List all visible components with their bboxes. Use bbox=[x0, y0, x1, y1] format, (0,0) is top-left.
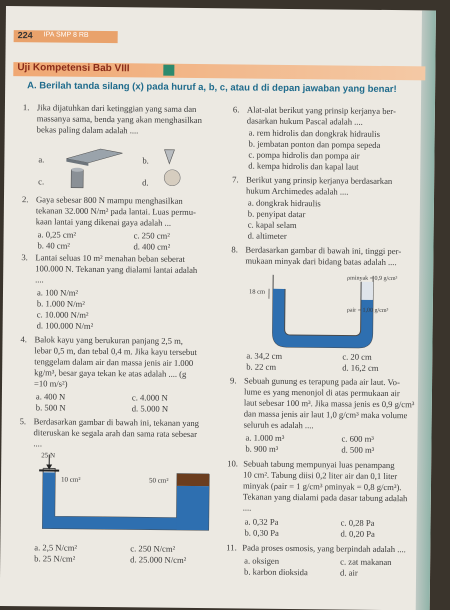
q10-option-c[interactable]: c. 0,28 Pa bbox=[341, 518, 375, 529]
q2-option-c[interactable]: c. 250 cm² bbox=[134, 230, 170, 241]
q6-line: dasarkan hukum Pascal adalah .... bbox=[247, 116, 363, 128]
q10-line: Tekanan yang dialami pada dasar tabung adalah bbox=[243, 492, 408, 505]
q1-line: bekas paling dalam adalah .... bbox=[37, 124, 139, 136]
q10-option-d[interactable]: d. 0,20 Pa bbox=[340, 529, 374, 540]
q1-option-a[interactable]: a. bbox=[38, 154, 44, 165]
q6-number: 6. bbox=[233, 104, 240, 115]
q11-number: 11. bbox=[226, 542, 237, 553]
cylinder-object bbox=[68, 167, 86, 191]
q2-line: kaan lantai yang dikenai gaya adalah ... bbox=[36, 216, 171, 228]
q8-oil-density-label: ρminyak = 0,9 g/cm³ bbox=[347, 274, 397, 286]
q9-line: dan massa jenis air laut 1,0 g/cm³ maka volume bbox=[244, 409, 408, 422]
q7-option-a[interactable]: a. dongkrak hidraulis bbox=[248, 198, 321, 210]
q10-line: 10 cm². Tabung diisi 0,2 liter air dan 0,1 liter bbox=[243, 470, 397, 483]
q9-option-d[interactable]: d. 500 m³ bbox=[341, 445, 374, 456]
q11-option-b[interactable]: b. karbon dioksida bbox=[244, 567, 308, 579]
page-header bbox=[14, 30, 118, 43]
q9-line: Sebuah gunung es terapung pada air laut. Vo- bbox=[244, 376, 400, 389]
q6-line: Alat-alat berikut yang prinsip kerjanya ber- bbox=[247, 105, 396, 118]
textbook-page bbox=[0, 6, 436, 610]
q10-number: 10. bbox=[227, 458, 238, 469]
q3-option-a[interactable]: a. 100 N/m² bbox=[37, 287, 78, 298]
q2-number: 2. bbox=[22, 194, 29, 205]
q4-option-d[interactable]: d. 5.000 N bbox=[132, 403, 168, 414]
q7-option-c[interactable]: c. kapal selam bbox=[248, 220, 297, 232]
q4-line: kg/m³, besar gaya tekan ke atas adalah .... (g bbox=[34, 367, 186, 380]
q3-number: 3. bbox=[21, 252, 28, 263]
q7-number: 7. bbox=[232, 174, 239, 185]
flat-plate-object bbox=[62, 145, 124, 168]
q1-number: 1. bbox=[23, 102, 30, 113]
q4-number: 4. bbox=[20, 334, 27, 345]
q3-line: Lantai seluas 10 m² menahan beban seberat bbox=[35, 252, 185, 265]
q2-option-d[interactable]: d. 400 cm² bbox=[133, 241, 170, 252]
chapter-square-icon bbox=[163, 65, 174, 76]
q11-option-a[interactable]: a. oksigen bbox=[244, 556, 279, 567]
q1-option-b[interactable]: c. bbox=[38, 176, 44, 187]
q2-option-a[interactable]: a. 0,25 cm² bbox=[38, 229, 76, 240]
q5-right-area-label: 50 cm² bbox=[149, 476, 169, 487]
q1-line: massanya sama, benda yang akan menghasilkan bbox=[37, 113, 202, 126]
q2-line: Gaya sebesar 800 N mampu menghasilkan bbox=[36, 194, 183, 207]
q7-option-b[interactable]: b. penyipat datar bbox=[248, 209, 306, 221]
q6-option-b[interactable]: b. jembatan ponton dan pompa sepeda bbox=[249, 139, 381, 151]
q2-line: tekanan 32.000 N/m² pada lantai. Luas permu- bbox=[36, 205, 196, 218]
q3-option-b[interactable]: b. 1.000 N/m² bbox=[37, 298, 85, 310]
q5-option-a[interactable]: a. 2,5 N/cm² bbox=[34, 542, 77, 553]
q5-option-c[interactable]: c. 250 N/cm² bbox=[130, 543, 175, 554]
q4-line: =10 m/s²) bbox=[34, 378, 68, 389]
q9-option-c[interactable]: c. 600 m³ bbox=[341, 434, 374, 445]
q5-line: diteruskan ke segala arah dan sama rata sebesar bbox=[33, 427, 197, 440]
q5-line: Berdasarkan gambar di bawah ini, tekanan yang bbox=[34, 416, 199, 429]
q10-line: .... bbox=[243, 503, 252, 514]
q1-line: Jika dijatuhkan dari ketinggian yang sama dan bbox=[37, 102, 197, 115]
q10-line: Sebuah tabung mempunyai luas penampang bbox=[243, 459, 394, 472]
q8-option-b[interactable]: b. 22 cm bbox=[246, 362, 276, 373]
q8-water-density-label: ρair = 1,00 g/cm³ bbox=[347, 306, 389, 317]
q3-option-c[interactable]: c. 10.000 N/m² bbox=[37, 309, 89, 321]
q6-option-c[interactable]: c. pompa hidrolis dan pompa air bbox=[248, 150, 359, 162]
q4-line: Balok kayu yang berukuran panjang 2,5 m, bbox=[34, 334, 183, 347]
q9-option-b[interactable]: b. 900 m³ bbox=[245, 444, 278, 455]
q5-left-area-label: 10 cm² bbox=[61, 475, 81, 486]
q11-option-d[interactable]: d. air bbox=[340, 568, 358, 579]
cone-object bbox=[162, 148, 176, 166]
q7-option-d[interactable]: d. altimeter bbox=[248, 231, 287, 242]
q2-option-b[interactable]: b. 40 cm² bbox=[37, 240, 70, 251]
instruction: A. Berilah tanda silang (x) pada huruf a, b, c, atau d di depan jawaban yang benar! bbox=[27, 80, 397, 95]
q1-option-d[interactable]: d. bbox=[142, 177, 149, 188]
q8-line: mukaan minyak dari bidang batas adalah .... bbox=[245, 256, 396, 269]
page-number: 224 bbox=[18, 30, 33, 40]
q4-line: tenggelam dalam air dan massa jenis air 1.000 bbox=[34, 356, 193, 369]
q3-option-d[interactable]: d. 100.000 N/m² bbox=[37, 320, 94, 332]
q8-number: 8. bbox=[231, 244, 238, 255]
q5-option-d[interactable]: d. 25.000 N/cm² bbox=[130, 554, 186, 566]
q4-line: lebar 0,5 m, dan tebal 0,4 m. Jika kayu tersebut bbox=[34, 345, 197, 358]
sphere-object bbox=[162, 168, 182, 188]
q5-line: .... bbox=[33, 438, 42, 449]
q5-force-label: 25 N bbox=[41, 450, 55, 461]
q3-line: .... bbox=[35, 274, 44, 285]
q10-line: minyak (ρair = 1 g/cm³ ρminyak = 0,8 g/cm³). bbox=[243, 481, 402, 494]
q10-option-a[interactable]: a. 0,32 Pa bbox=[245, 517, 279, 528]
q7-line: Berikut yang prinsip kerjanya berdasarkan bbox=[246, 175, 392, 188]
q11-option-c[interactable]: c. zat makanan bbox=[340, 557, 391, 569]
section-banner bbox=[13, 62, 425, 80]
q7-line: hukum Archimedes adalah .... bbox=[246, 186, 349, 198]
q8-option-d[interactable]: d. 16,2 cm bbox=[342, 363, 378, 374]
q4-option-b[interactable]: b. 500 N bbox=[36, 402, 66, 413]
q8-option-a[interactable]: a. 34,2 cm bbox=[246, 351, 282, 362]
q1-option-c[interactable]: b. bbox=[142, 155, 149, 166]
q9-line: laut sebesar 100 m³. Jika massa jenis es 0,9 g/cm³ bbox=[244, 398, 415, 411]
q5-number: 5. bbox=[20, 416, 27, 427]
hydraulic-u-tube-figure bbox=[30, 450, 216, 540]
q8-option-c[interactable]: c. 20 cm bbox=[342, 352, 371, 363]
q6-option-d[interactable]: d. kempa hidrolis dan kapal laut bbox=[248, 161, 358, 173]
q9-line: seluruh es adalah .... bbox=[244, 420, 314, 432]
section-title: Uji Kompetensi Bab VIII bbox=[17, 62, 129, 74]
q11-line: Pada proses osmosis, yang berpindah adalah .... bbox=[242, 543, 406, 556]
q3-line: 100.000 N. Tekanan yang dialami lantai adalah bbox=[35, 263, 197, 276]
q4-option-a[interactable]: a. 400 N bbox=[36, 391, 65, 402]
q5-option-b[interactable]: b. 25 N/cm² bbox=[34, 553, 75, 564]
q9-number: 9. bbox=[230, 375, 237, 386]
q8-line: Berdasarkan gambar di bawah ini, tinggi per- bbox=[245, 245, 401, 258]
q10-option-b[interactable]: b. 0,30 Pa bbox=[244, 528, 278, 539]
q9-option-a[interactable]: a. 1.000 m³ bbox=[245, 433, 284, 444]
q6-option-a[interactable]: a. rem hidrolis dan dongkrak hidraulis bbox=[249, 128, 380, 140]
q8-height-label: 18 cm bbox=[249, 287, 265, 298]
page-edge-strip bbox=[416, 10, 436, 610]
q9-line: lume es yang menonjol di atas permukaan air bbox=[244, 387, 400, 400]
book-title: IPA SMP 8 RB bbox=[44, 31, 89, 38]
q4-option-c[interactable]: c. 4.000 N bbox=[132, 392, 168, 403]
